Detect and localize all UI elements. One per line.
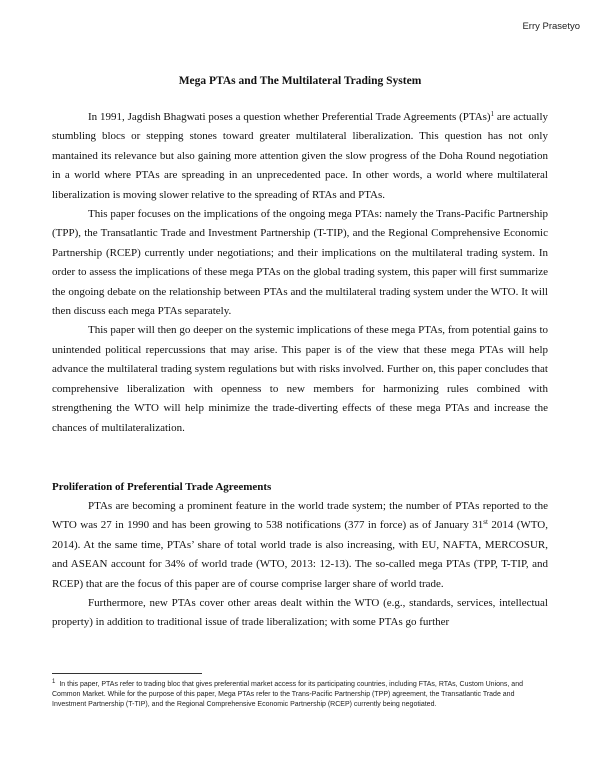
section-paragraph-2: Furthermore, new PTAs cover other areas dealt within the WTO (e.g., standards, services, intellectual property) in addition to traditional issue of trade liberalization; with some PTAs go further: [52, 597, 548, 629]
paper-title: Mega PTAs and The Multilateral Trading System: [178, 75, 422, 87]
section-heading: Proliferation of Preferential Trade Agreements: [52, 481, 272, 493]
footnote: [52, 680, 548, 710]
intro-paragraph-1: In 1991, Jagdish Bhagwati poses a question whether Preferential Trade Agreements (PTAs)$^1$ are actually stumbling blocs or stepping stones toward greater multilateral liberalization. This question has not only mantained its relevance but also gaining more attention given the slow progress of the Doha Round negotiation in a world where PTAs are spreading in an unprecedented pace. In other words, a world where multilateral liberalization is moving slower relative to the spreading of RTAs and PTAs.: [52, 110, 549, 201]
running-header-author: Erry Prasetyo: [522, 21, 580, 32]
intro-section: [52, 108, 548, 438]
section-body: [52, 497, 548, 633]
section-paragraph-1: PTAs are becoming a prominent feature in the world trade system; the number of PTAs reported to the WTO was 27 in 1990 and has been growing to 538 notifications (377 in force) as of January 31st 2014 (WTO, 2014). At the same time, PTAs’ share of total world trade is also increasing, with EU, NAFTA, MERCOSUR, and ASEAN account for 34% of world trade (WTO, 2013: 12-13). The so-called mega PTAs (TPP, T-TIP, and RCEP) that are the focus of this paper are of course comprise larger share of world trade.: [52, 500, 548, 590]
footnote-divider: [52, 673, 202, 674]
footnote-text: In this paper, PTAs refer to trading bloc that gives preferential market access for its participating countries, including FTAs, RTAs, Custom Unions, and Common Market. While for the purpose of this paper, Mega PTAs refer to the Trans-Pacific Partnership (TPP) agreement, the Transatlantic Trade and Investment Partnership (T-TIP), and the Regional Comprehensive Economic Partnership (RCEP) currently being negotiated.: [52, 681, 523, 708]
ordinal-suffix: st: [483, 518, 488, 527]
footnote-reference: 1: [490, 110, 495, 118]
intro-paragraph-3: This paper will then go deeper on the systemic implications of these mega PTAs, from potential gains to unintended political repercussions that may arise. This paper is of the view that these mega PTAs will help advance the multilateral trading system regulations but with risks involved. Further on, this paper concludes that comprehensive liberalization with openness to new members for harmonizing rules combined with strengthening the WTO will help minimize the trade-diverting effects of these mega PTAs and increase the chances of multilateralization.: [52, 324, 548, 434]
footnote-marker: 1: [52, 679, 56, 685]
intro-paragraph-2: This paper focuses on the implications of the ongoing mega PTAs: namely the Trans-Pacific Partnership (TPP), the Transatlantic Trade and Investment Partnership (T-TIP), and the Regional Comprehensive Economic Partnership (RCEP) currently under negotiations; and their implications on the multilateral trading system. In order to assess the implications of these mega PTAs on the global trading system, this paper will first summarize the ongoing debate on the relationship between PTAs and the multilateral trading system under the WTO. It will then discuss each mega PTAs separately.: [52, 208, 548, 318]
